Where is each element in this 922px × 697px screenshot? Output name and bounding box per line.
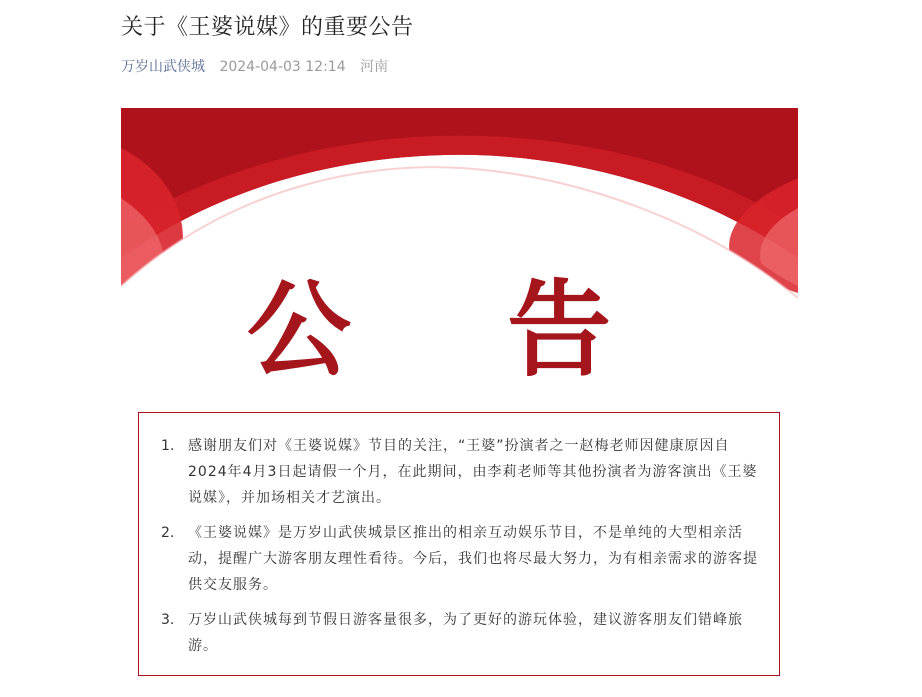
article-meta	[121, 56, 388, 76]
notice-item-number: 2.	[161, 525, 175, 541]
banner-graphic	[121, 108, 798, 400]
article-title: 关于《王婆说媒》的重要公告	[121, 15, 414, 40]
notice-item	[161, 520, 759, 598]
notice-item-number: 1.	[161, 438, 175, 454]
notice-item-text: 《王婆说媒》是万岁山武侠城景区推出的相亲互动娱乐节目，不是单纯的大型相亲活动，提醒广大游客朋友理性看待。今后，我们也将尽最大努力，为有相亲需求的游客提供交友服务。	[188, 525, 758, 593]
banner-heading: 公 告	[246, 269, 672, 391]
notice-item-text: 感谢朋友们对《王婆说媒》节目的关注，“王婆”扮演者之一赵梅老师因健康原因自2024年4月3日起请假一个月，在此期间，由李莉老师等其他扮演者为游客演出《王婆说媒》，并加场相关才艺演出。	[188, 438, 758, 506]
notice-list	[161, 433, 759, 668]
notice-item	[161, 607, 759, 659]
account-name-link[interactable]: 万岁山武侠城	[121, 59, 205, 75]
publish-location: 河南	[360, 59, 389, 75]
publish-time: 2024-04-03 12:14	[219, 59, 346, 75]
notice-box	[138, 412, 780, 676]
announcement-banner	[121, 108, 798, 400]
notice-item-text: 万岁山武侠城每到节假日游客量很多，为了更好的游玩体验，建议游客朋友们错峰旅游。	[188, 612, 743, 654]
notice-item-number: 3.	[161, 612, 175, 628]
notice-item	[161, 433, 759, 511]
